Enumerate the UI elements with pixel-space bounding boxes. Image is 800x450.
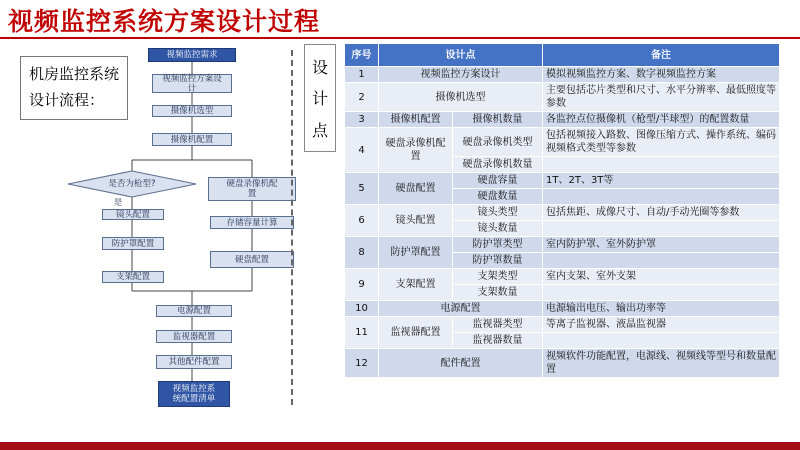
flow-node-storage-calc: 存储容量计算 bbox=[210, 216, 294, 229]
row-no: 5 bbox=[345, 173, 379, 205]
table-row bbox=[345, 301, 780, 317]
row-no: 9 bbox=[345, 269, 379, 301]
header-note: 备注 bbox=[543, 44, 780, 67]
header-no: 序号 bbox=[345, 44, 379, 67]
row-point: 防护罩配置 bbox=[379, 237, 453, 269]
row-point: 硬盘配置 bbox=[379, 173, 453, 205]
flow-node-monitor-config: 监视器配置 bbox=[156, 330, 232, 343]
row-note: 主要包括芯片类型和尺寸、水平分辨率、最低照度等参数 bbox=[543, 83, 780, 112]
side-label-char-1: 设 bbox=[311, 58, 328, 78]
table-row bbox=[345, 83, 780, 112]
side-label-char-2: 计 bbox=[311, 89, 328, 109]
row-note: 电源输出电压、输出功率等 bbox=[543, 301, 780, 317]
flow-node-nvr-config: 硬盘录像机配 置 bbox=[208, 177, 296, 201]
flow-node-other-config: 其他配件配置 bbox=[156, 355, 232, 369]
row-note-empty bbox=[543, 157, 780, 173]
table-row bbox=[345, 237, 780, 253]
row-sub: 硬盘容量 bbox=[453, 173, 543, 189]
row-point: 镜头配置 bbox=[379, 205, 453, 237]
row-point: 摄像机配置 bbox=[379, 112, 453, 128]
section-divider bbox=[291, 50, 293, 405]
flow-node-camera-config: 摄像机配置 bbox=[152, 133, 232, 146]
row-sub: 硬盘录像机数量 bbox=[453, 157, 543, 173]
flow-node-bracket-config: 支架配置 bbox=[102, 271, 164, 283]
row-point: 监视器配置 bbox=[379, 317, 453, 349]
row-no: 12 bbox=[345, 349, 379, 378]
table-row bbox=[345, 269, 780, 285]
flow-node-camera-select: 摄像机选型 bbox=[152, 105, 232, 117]
page-title: 视频监控系统方案设计过程 bbox=[8, 7, 321, 36]
row-point: 配件配置 bbox=[379, 349, 543, 378]
row-no: 10 bbox=[345, 301, 379, 317]
row-note: 室内防护罩、室外防护罩 bbox=[543, 237, 780, 253]
row-no: 6 bbox=[345, 205, 379, 237]
row-sub: 监视器数量 bbox=[453, 333, 543, 349]
subtitle-line-2: 设计流程： bbox=[29, 91, 105, 109]
bottom-bar bbox=[0, 442, 800, 450]
table-row bbox=[345, 128, 780, 157]
flow-node-final-list: 视频监控系 统配置清单 bbox=[158, 381, 230, 407]
row-no: 11 bbox=[345, 317, 379, 349]
design-points-table bbox=[344, 43, 780, 378]
row-sub: 镜头类型 bbox=[453, 205, 543, 221]
row-point: 支架配置 bbox=[379, 269, 453, 301]
row-sub: 支架数量 bbox=[453, 285, 543, 301]
subtitle-line-1: 机房监控系统 bbox=[29, 65, 120, 83]
flow-node-power-config: 电源配置 bbox=[156, 305, 232, 317]
flow-node-housing-config: 防护罩配置 bbox=[102, 237, 164, 250]
row-no: 8 bbox=[345, 237, 379, 269]
table-row bbox=[345, 205, 780, 221]
row-point: 电源配置 bbox=[379, 301, 543, 317]
row-no: 1 bbox=[345, 67, 379, 83]
flow-node-hdd-config: 硬盘配置 bbox=[210, 251, 294, 268]
table-header-row bbox=[345, 44, 780, 67]
design-points-label bbox=[304, 44, 336, 152]
row-note: 包括焦距、成像尺寸、自动/手动光圈等参数 bbox=[543, 205, 780, 221]
header-design-point: 设计点 bbox=[379, 44, 543, 67]
row-sub: 摄像机数量 bbox=[453, 112, 543, 128]
row-note-empty bbox=[543, 253, 780, 269]
row-no: 2 bbox=[345, 83, 379, 112]
row-note: 等离子监视器、液晶监视器 bbox=[543, 317, 780, 333]
row-note: 1T、2T、3T等 bbox=[543, 173, 780, 189]
row-sub: 硬盘录像机类型 bbox=[453, 128, 543, 157]
row-note: 室内支架、室外支架 bbox=[543, 269, 780, 285]
row-sub: 支架类型 bbox=[453, 269, 543, 285]
row-note-empty bbox=[543, 333, 780, 349]
row-note-empty bbox=[543, 285, 780, 301]
row-note: 视频软件功能配置，电源线、视频线等型号和数量配置 bbox=[543, 349, 780, 378]
row-point: 视频监控方案设计 bbox=[379, 67, 543, 83]
row-note: 包括视频接入路数、图像压缩方式、操作系统、编码视频格式类型等参数 bbox=[543, 128, 780, 157]
row-note: 模拟视频监控方案、数字视频监控方案 bbox=[543, 67, 780, 83]
row-sub: 镜头数量 bbox=[453, 221, 543, 237]
row-point: 硬盘录像机配置 bbox=[379, 128, 453, 173]
table-row bbox=[345, 317, 780, 333]
table-row bbox=[345, 349, 780, 378]
flow-node-lens-config: 镜头配置 bbox=[102, 209, 164, 220]
flow-node-scheme-design: 视频监控方案设 计 bbox=[152, 74, 232, 93]
row-note-empty bbox=[543, 221, 780, 237]
row-sub: 监视器类型 bbox=[453, 317, 543, 333]
row-sub: 防护罩类型 bbox=[453, 237, 543, 253]
row-sub: 防护罩数量 bbox=[453, 253, 543, 269]
row-no: 3 bbox=[345, 112, 379, 128]
table-row bbox=[345, 67, 780, 83]
row-sub: 硬盘数量 bbox=[453, 189, 543, 205]
row-note: 各监控点位摄像机（枪型/半球型）的配置数量 bbox=[543, 112, 780, 128]
row-note-empty bbox=[543, 189, 780, 205]
table-row bbox=[345, 173, 780, 189]
side-label-char-3: 点 bbox=[311, 120, 328, 140]
flow-node-requirements: 视频监控需求 bbox=[148, 48, 236, 62]
flow-label-yes: 是 bbox=[113, 198, 123, 208]
flow-node-decision: 是否为枪型? bbox=[108, 179, 156, 189]
row-no: 4 bbox=[345, 128, 379, 173]
table-row bbox=[345, 112, 780, 128]
row-point: 摄像机选型 bbox=[379, 83, 543, 112]
